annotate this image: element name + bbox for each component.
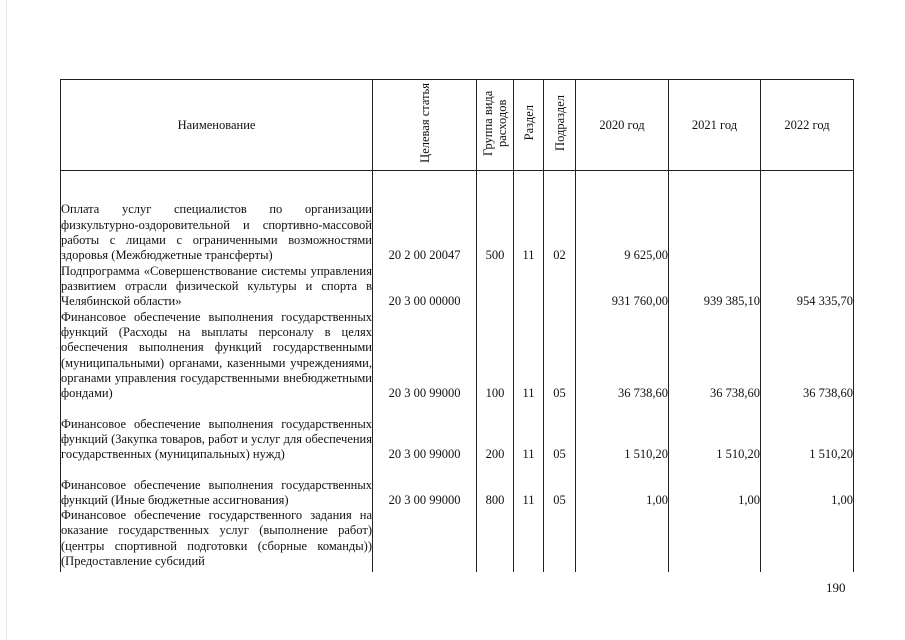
row-2020: 1,00 [576,462,669,508]
row-expense-group: 500 [477,171,514,264]
row-target-article: 20 3 00 99000 [373,462,477,508]
row-target-article: 20 3 00 99000 [373,309,477,401]
header-2021: 2021 год [669,80,761,171]
row-name: Финансовое обеспечение выполнения государственных функций (Расходы на выплаты персоналу в целях обеспечения выполнения функций государственными (муниципальными) органами, казенными учреждениями, органами управления государственными внебюджетными фондами) [61,309,372,400]
row-2020: 36 738,60 [576,309,669,401]
row-target-article: 20 2 00 20047 [373,171,477,264]
header-target-article-text: Целевая статья [417,83,432,163]
row-expense-group [477,508,514,572]
row-name: Подпрограмма «Совершенствование системы управления развитием отрасли физической культуры и спорта в Челябинской области» [61,263,372,308]
row-subsection: 02 [544,171,576,264]
header-subsection-text: Подраздел [552,95,567,151]
header-section-text: Раздел [521,105,536,141]
budget-table [60,79,854,572]
row-name: Финансовое обеспечение государственного задания на оказание государственных услуг (выполнение работ) (центры спортивной подготовки (сборные команды)) (Предоставление субсидий [61,508,373,572]
row-name: Финансовое обеспечение выполнения государственных функций (Закупка товаров, работ и услуг для обеспечения государственных (муниципальных) нужд) [61,401,373,462]
header-2020: 2020 год [576,80,669,171]
row-subsection: 05 [544,401,576,462]
row-expense-group: 800 [477,462,514,508]
header-subsection [544,80,576,171]
row-name: Финансовое обеспечение выполнения государственных функций (Иные бюджетные ассигнования) [61,462,373,508]
row-2021: 939 385,10 [669,263,761,309]
row-2022 [761,508,854,572]
table-row [61,462,854,508]
row-target-article: 20 3 00 99000 [373,401,477,462]
row-expense-group [477,263,514,309]
row-target-article: 20 3 00 00000 [373,263,477,309]
page-number: 190 [826,580,846,595]
row-subsection: 05 [544,462,576,508]
header-2022: 2022 год [761,80,854,171]
row-target-article [373,508,477,572]
header-row [61,80,854,171]
row-2021: 1 510,20 [669,401,761,462]
row-subsection [544,263,576,309]
row-section: 11 [514,462,544,508]
row-2022: 36 738,60 [761,309,854,401]
row-section: 11 [514,171,544,264]
row-2021 [669,508,761,572]
row-2021: 1,00 [669,462,761,508]
row-2021 [669,171,761,264]
header-expense-group-text: Группа вида расходов [481,90,509,156]
scan-edge-line [6,0,7,640]
header-target-article [373,80,477,171]
row-expense-group: 200 [477,401,514,462]
row-subsection: 05 [544,309,576,401]
table-row [61,263,854,309]
table-row [61,508,854,572]
row-section: 11 [514,309,544,401]
row-2022: 1,00 [761,462,854,508]
row-section [514,508,544,572]
row-2022: 954 335,70 [761,263,854,309]
table-row [61,309,854,401]
row-name: Оплата услуг специалистов по организации физкультурно-оздоровительной и спортивно-массовой работы с лицами с ограниченными возможностями здоровья (Межбюджетные трансферты) [61,171,373,264]
row-section [514,263,544,309]
row-2022 [761,171,854,264]
table-row [61,171,854,264]
row-2020: 1 510,20 [576,401,669,462]
row-subsection [544,508,576,572]
row-section: 11 [514,401,544,462]
row-2021: 36 738,60 [669,309,761,401]
row-expense-group: 100 [477,309,514,401]
table-row [61,401,854,462]
header-name: Наименование [61,80,373,171]
row-2020: 9 625,00 [576,171,669,264]
row-2022: 1 510,20 [761,401,854,462]
header-expense-group [477,80,514,171]
row-2020: 931 760,00 [576,263,669,309]
row-2020 [576,508,669,572]
header-section [514,80,544,171]
